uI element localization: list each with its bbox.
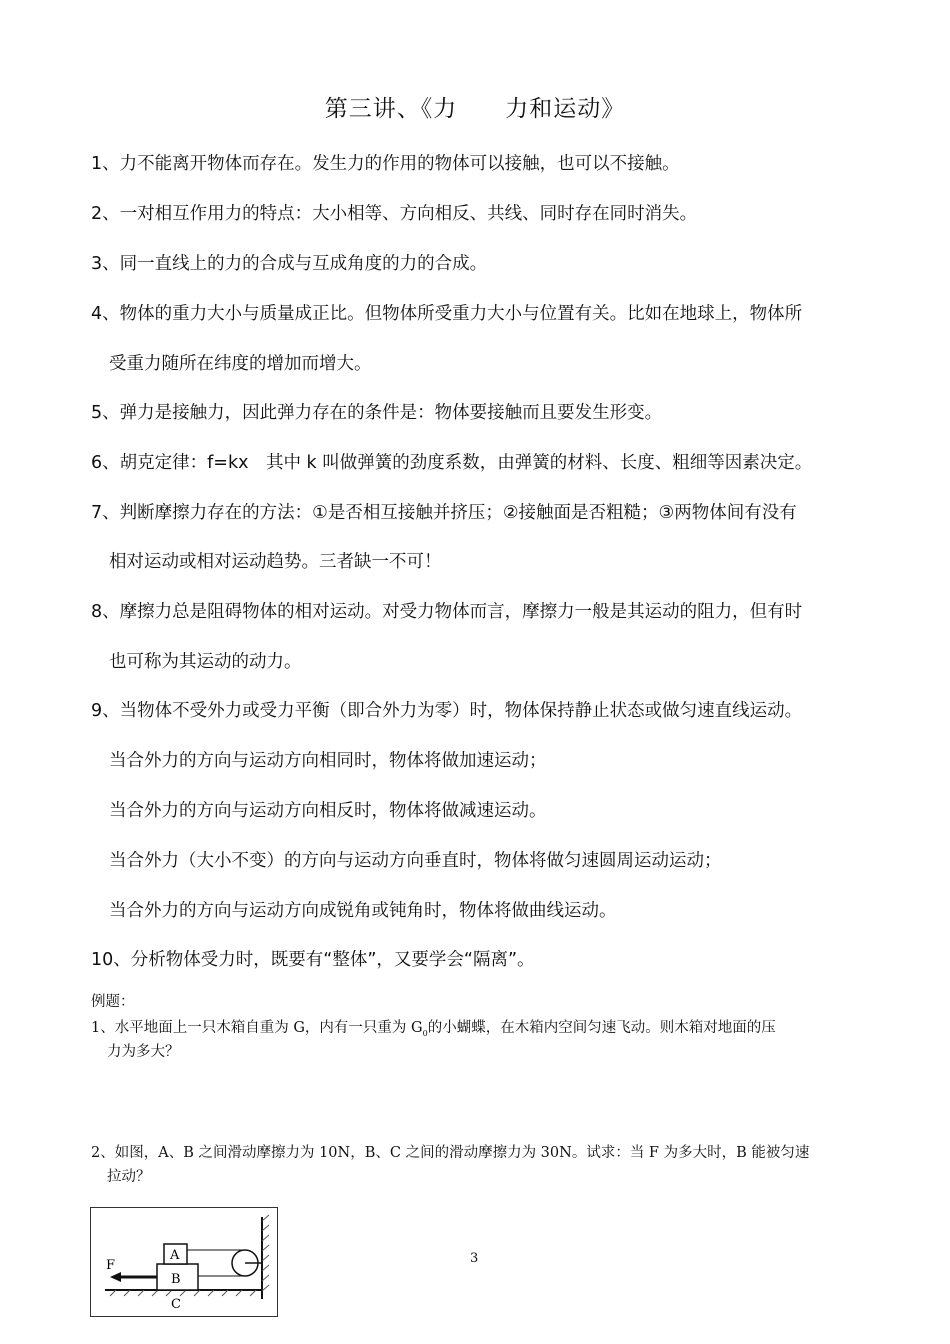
point-8: 8、摩擦力总是阻碍物体的相对运动。对受力物体而言，摩擦力一般是其运动的阻力，但有时 [91, 602, 803, 622]
label-b: B [171, 1272, 181, 1287]
question-1-subscript: 0 [422, 1028, 428, 1038]
question-2-line-1: 2、如图，A、B 之间滑动摩擦力为 10N，B、C 之间的滑动摩擦力为 30N。试求：当 F 为多大时，B 能被匀速 [91, 1145, 810, 1161]
point-7: 7、判断摩擦力存在的方法：①是否相互接触并挤压；②接触面是否粗糙；③两物体间有没有 [91, 503, 797, 523]
point-6: 6、胡克定律：f=kx 其中 k 叫做弹簧的劲度系数，由弹簧的材料、长度、粗细等因素决定。 [91, 453, 813, 473]
wall-hatching [262, 1215, 269, 1291]
question-2-line-2: 拉动？ [107, 1169, 151, 1185]
point-9-sub-2: 当合外力的方向与运动方向相反时，物体将做减速运动。 [109, 801, 547, 821]
point-4: 4、物体的重力大小与质量成正比。但物体所受重力大小与位置有关。比如在地球上，物体所 [91, 304, 803, 324]
page-title: 第三讲、《力 力和运动》 [324, 96, 626, 122]
question-1-text-a: 1、水平地面上一只木箱自重为 G，内有一只重为 G [91, 1020, 423, 1036]
point-10: 10、分析物体受力时，既要有“整体”，又要学会“隔离”。 [91, 950, 535, 970]
page-number: 3 [470, 1251, 479, 1266]
point-9-sub-1: 当合外力的方向与运动方向相同时，物体将做加速运动； [109, 751, 547, 771]
point-5: 5、弹力是接触力，因此弹力存在的条件是：物体要接触而且要发生形变。 [91, 403, 663, 423]
force-arrow-head [110, 1272, 121, 1282]
point-3: 3、同一直线上的力的合成与互成角度的力的合成。 [91, 254, 488, 274]
point-2: 2、一对相互作用力的特点：大小相等、方向相反、共线、同时存在同时消失。 [91, 204, 698, 224]
question-1-text-b: 的小蝴蝶，在木箱内空间匀速飞动。则木箱对地面的压 [427, 1020, 776, 1036]
point-1: 1、力不能离开物体而存在。发生力的作用的物体可以接触，也可以不接触。 [91, 154, 680, 174]
point-4-cont: 受重力随所在纬度的增加而增大。 [109, 354, 372, 374]
point-7-cont: 相对运动或相对运动趋势。三者缺一不可！ [109, 552, 442, 572]
label-a: A [170, 1248, 180, 1263]
point-9: 9、当物体不受外力或受力平衡（即合外力为零）时，物体保持静止状态或做匀速直线运动。 [91, 701, 803, 721]
label-c: C [171, 1297, 181, 1312]
question-1-line-2: 力为多大？ [107, 1044, 180, 1060]
point-9-sub-4: 当合外力的方向与运动方向成锐角或钝角时，物体将做曲线运动。 [109, 901, 617, 921]
question-1-line-1 [91, 1016, 776, 1038]
label-f: F [106, 1258, 116, 1273]
pulley-blocks-figure [90, 1207, 278, 1317]
point-9-sub-3: 当合外力（大小不变）的方向与运动方向垂直时，物体将做匀速圆周运动运动； [109, 851, 722, 871]
examples-heading: 例题： [91, 994, 135, 1010]
point-8-cont: 也可称为其运动的动力。 [109, 652, 302, 672]
